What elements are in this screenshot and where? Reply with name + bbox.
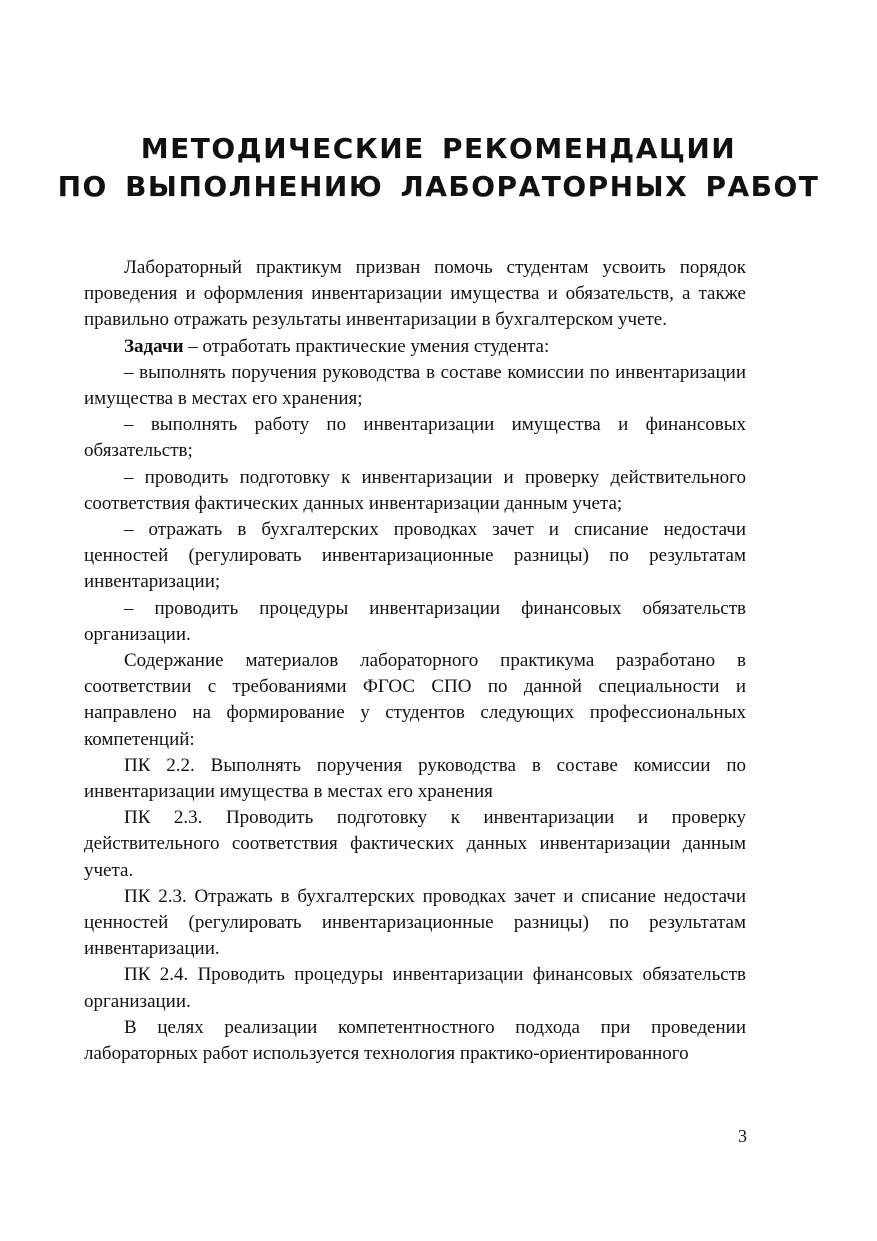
body-text bbox=[84, 255, 746, 1067]
section-heading bbox=[0, 130, 877, 206]
task-item-1: – выполнять поручения руководства в составе комиссии по инвентаризации имущества в местах его хранения; bbox=[84, 361, 746, 410]
competency-pk23-b: ПК 2.3. Отражать в бухгалтерских проводках зачет и списание недостачи ценностей (регулировать инвентаризационные разницы) по результатам инвентаризации. bbox=[84, 885, 746, 960]
paragraph-tasks bbox=[84, 334, 746, 360]
tasks-text: – отработать практические умения студента: bbox=[183, 335, 550, 357]
page-number: 3 bbox=[738, 1126, 747, 1146]
heading-line-1: МЕТОДИЧЕСКИЕ РЕКОМЕНДАЦИИ bbox=[140, 132, 737, 165]
task-item-3: – проводить подготовку к инвентаризации и проверку действительного соответствия фактических данных инвентаризации данным учета; bbox=[84, 466, 746, 514]
competency-pk22: ПК 2.2. Выполнять поручения руководства в составе комиссии по инвентаризации имущества в местах его хранения bbox=[84, 754, 746, 803]
paragraph-intro: Лабораторный практикум призван помочь студентам усвоить порядок проведения и оформления инвентаризации имущества и обязательств, а также правильно отражать результаты инвентаризации в бухгалтерском учете. bbox=[84, 257, 746, 331]
task-item-5: – проводить процедуры инвентаризации финансовых обязательств организации. bbox=[84, 597, 746, 645]
paragraph-content: Содержание материалов лабораторного практикума разработано в соответствии с требованиями ФГОС СПО по данной специальности и направлено на формирование у студентов следующих профессиональных компетенций: bbox=[84, 650, 746, 750]
competency-pk24: ПК 2.4. Проводить процедуры инвентаризации финансовых обязательств организации. bbox=[84, 964, 746, 1012]
heading-line-2: ПО ВЫПОЛНЕНИЮ ЛАБОРАТОРНЫХ РАБОТ bbox=[57, 170, 820, 203]
task-item-2: – выполнять работу по инвентаризации имущества и финансовых обязательств; bbox=[84, 414, 746, 462]
competency-pk23-a: ПК 2.3. Проводить подготовку к инвентаризации и проверку действительного соответствия фактических данных инвентаризации данным учета. bbox=[84, 807, 746, 881]
paragraph-final: В целях реализации компетентностного подхода при проведении лабораторных работ используется технология практико-ориентированного bbox=[84, 1016, 746, 1065]
tasks-label: Задачи bbox=[124, 335, 184, 357]
task-item-4: – отражать в бухгалтерских проводках зачет и списание недостачи ценностей (регулировать инвентаризационные разницы) по результатам инвентаризации; bbox=[84, 519, 746, 593]
